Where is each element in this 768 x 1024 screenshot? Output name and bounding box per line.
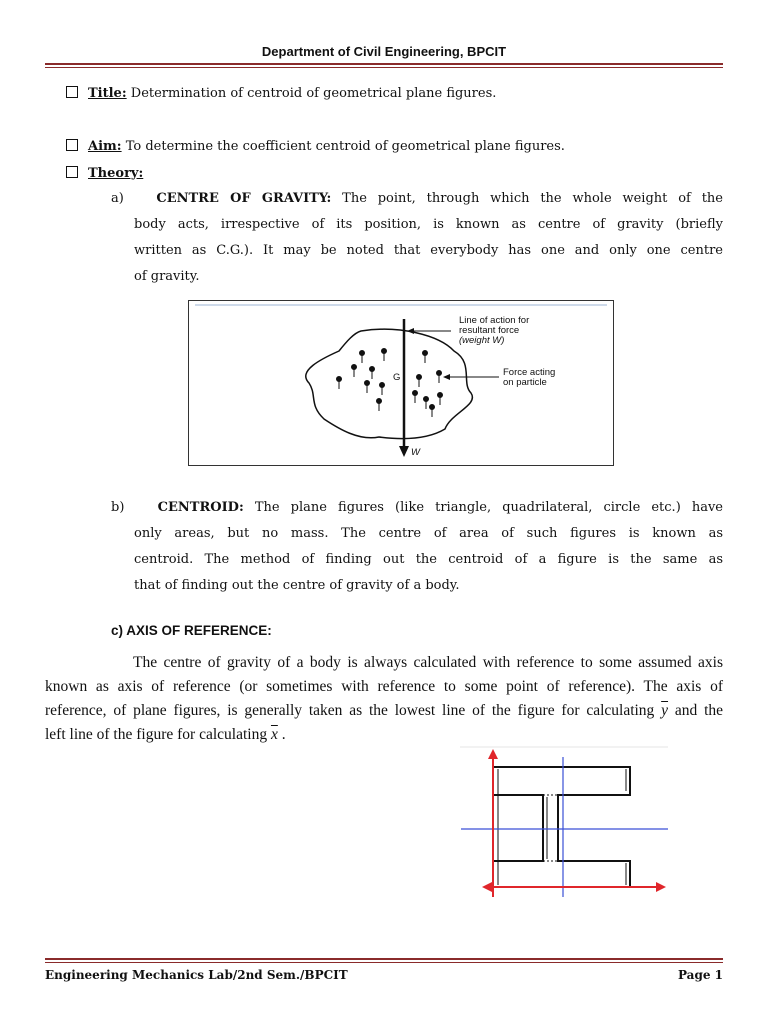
axis-line4: left line of the figure for calculating: [45, 726, 268, 743]
page-number: Page 1: [677, 968, 723, 982]
axis-line1: The centre of gravity of a body is always calculated with reference to some assumed axis: [133, 654, 723, 671]
axis-line4-end: .: [281, 726, 286, 743]
checkbox-icon: [66, 139, 78, 151]
footer-rule-thick: [45, 958, 723, 960]
checkbox-icon: [66, 166, 78, 178]
theory-item: [66, 165, 143, 183]
cog-line1: The point, through which the whole weight of the: [342, 191, 724, 206]
centroid-line4: that of finding out the centre of gravity of a body.: [134, 578, 460, 593]
aim-item: [66, 138, 565, 156]
centroid-line1: The plane figures (like triangle, quadrilateral, circle etc.) have: [254, 500, 724, 515]
footer-rule-thin: [45, 962, 723, 963]
checkbox-icon: [66, 86, 78, 98]
cog-marker: a): [111, 191, 124, 206]
centroid-paragraph: [111, 495, 723, 599]
cog-line2: body acts, irrespective of its position, is known as centre of gravity (briefly: [134, 217, 723, 232]
label-line-of-action-2: resultant force: [459, 325, 520, 336]
header-rule-thick: [45, 63, 723, 65]
label-force-2: on particle: [503, 377, 547, 388]
axis-of-reference-figure: [458, 745, 670, 900]
axis-line3-var: $\overline{y}$: [661, 702, 669, 719]
centroid-line2: only areas, but no mass. The centre of area of such figures is known as: [134, 526, 723, 541]
cog-line4: of gravity.: [134, 269, 200, 284]
axis-line4-var: $\overline{x}$: [270, 726, 278, 743]
axis-heading: c) AXIS OF REFERENCE:: [111, 623, 272, 638]
title-label: Title:: [88, 86, 127, 101]
aim-label: Aim:: [88, 139, 122, 154]
axis-line3-end: and the: [674, 702, 723, 719]
cog-paragraph: [111, 186, 723, 290]
theory-label: Theory:: [88, 166, 144, 181]
axis-line2: known as axis of reference (or sometimes with reference to some point of reference). The axis of: [45, 678, 723, 695]
page-header: Department of Civil Engineering, BPCIT: [261, 44, 507, 59]
label-w: W: [411, 447, 420, 458]
cog-heading: CENTRE OF GRAVITY:: [156, 191, 332, 206]
axis-paragraph: [45, 651, 723, 747]
title-text: Determination of centroid of geometrical plane figures.: [126, 86, 497, 101]
cog-line3: written as C.G.). It may be noted that everybody has one and only one centre: [134, 243, 723, 258]
centre-of-gravity-figure: [188, 300, 614, 466]
label-force-1: Force acting: [503, 367, 556, 378]
axis-line3: reference, of plane figures, is generally taken as the lowest line of the figure for calculating: [45, 702, 655, 719]
label-g: G: [393, 372, 401, 383]
centroid-line3: centroid. The method of finding out the centroid of a figure is the same as: [134, 552, 723, 567]
header-rule-thin: [45, 67, 723, 68]
aim-text: To determine the coefficient centroid of geometrical plane figures.: [121, 139, 565, 154]
label-line-of-action-1: Line of action for: [459, 315, 530, 326]
title-item: [66, 85, 496, 103]
centroid-marker: b): [111, 500, 125, 515]
centroid-heading: CENTROID:: [157, 500, 244, 515]
label-line-of-action-3: (weight W): [459, 335, 505, 346]
footer-left: Engineering Mechanics Lab/2nd Sem./BPCIT: [45, 968, 348, 982]
